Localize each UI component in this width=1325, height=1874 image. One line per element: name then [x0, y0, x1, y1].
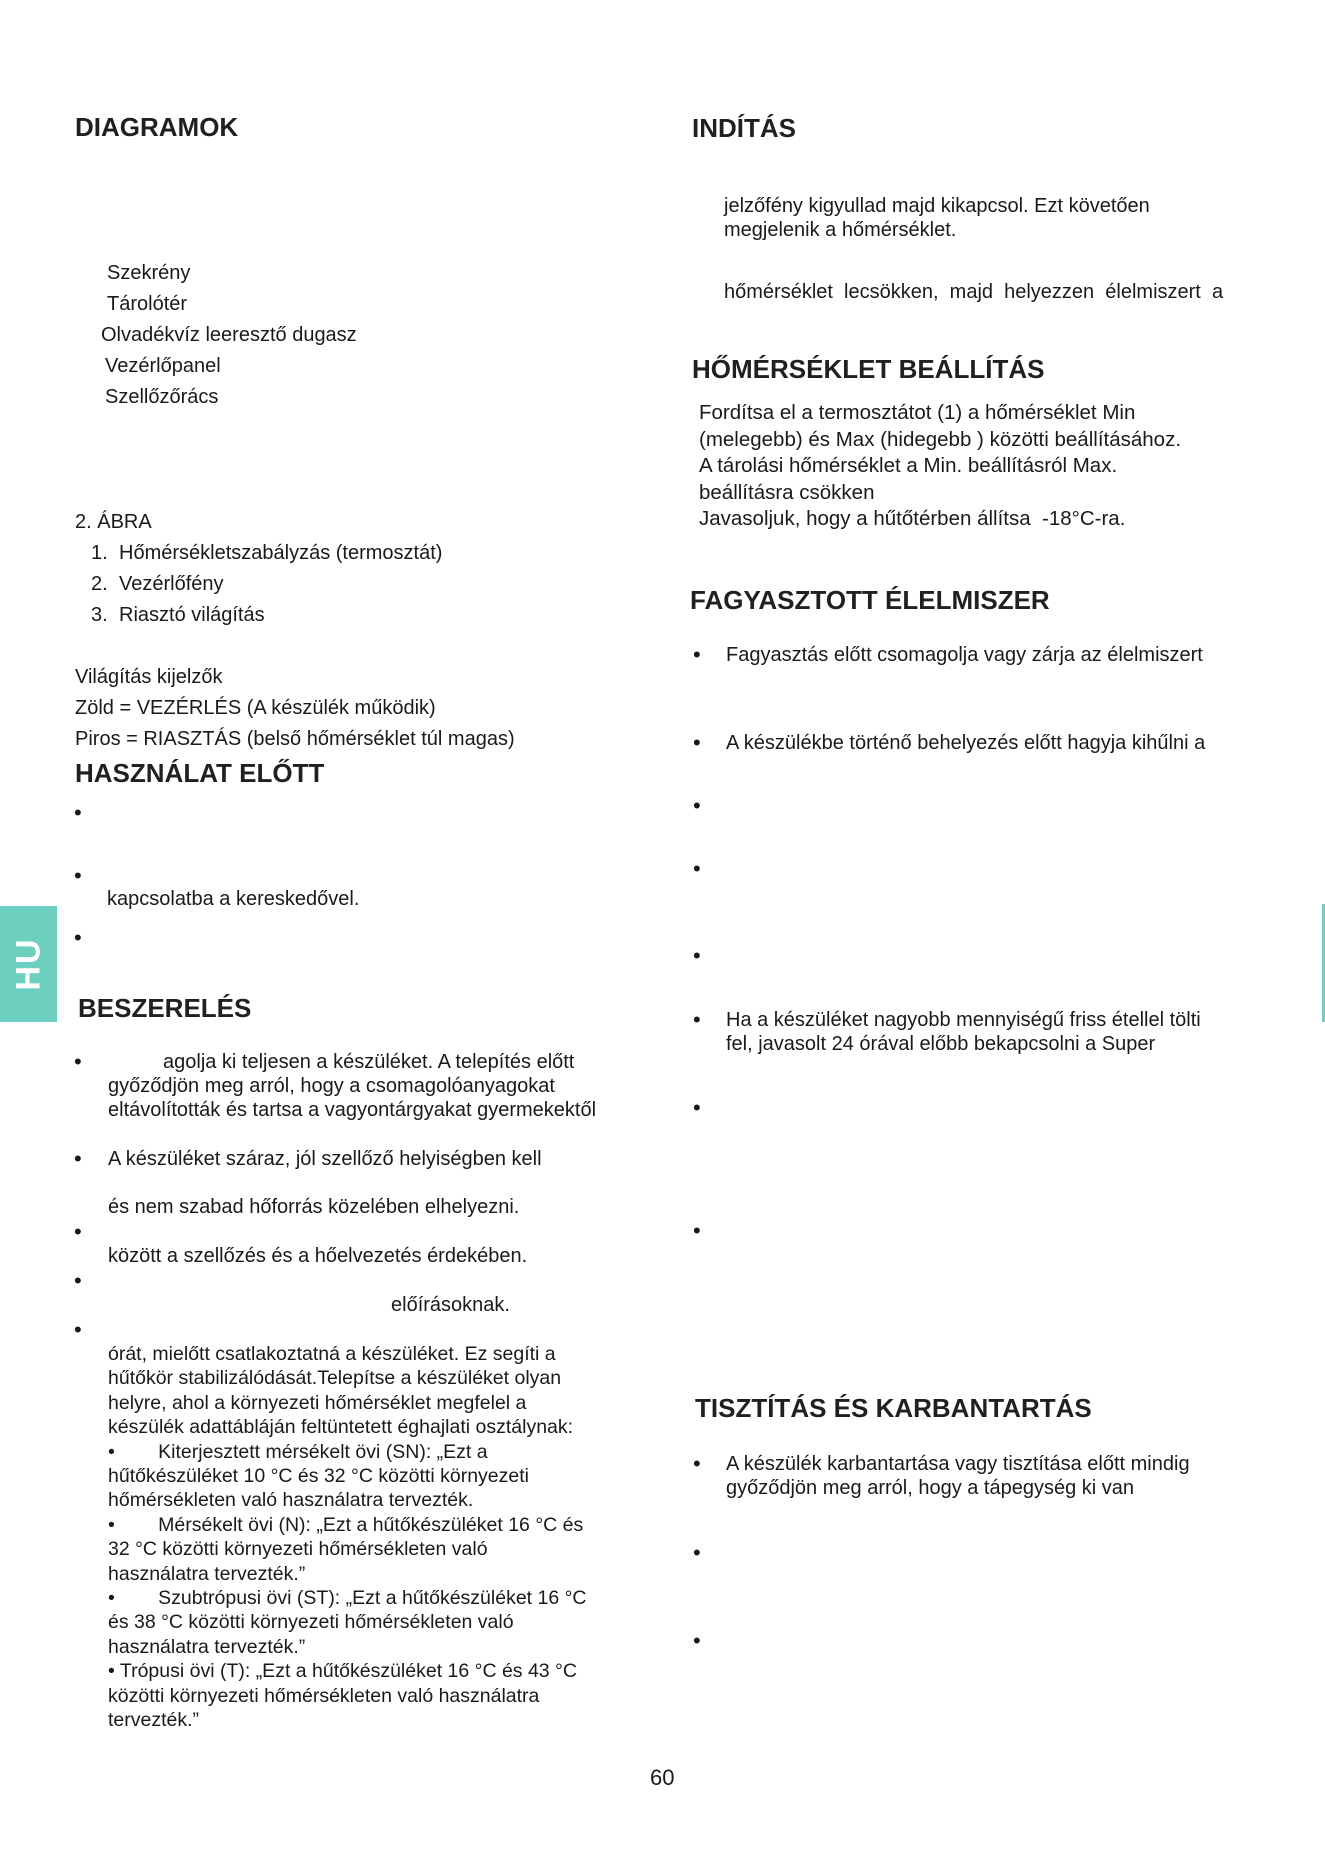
bullet: •	[693, 1540, 701, 1565]
homerseklet-line: (melegebb) és Max (hidegebb ) közötti beállításához.	[699, 427, 1182, 451]
beszereles-line: hűtőkör stabilizálódását.Telepítse a készüléket olyan	[108, 1367, 562, 1390]
tisztitas-line: A készülék karbantartása vagy tisztítása előtt mindig	[726, 1453, 1190, 1475]
beszereles-line: • Kiterjesztett mérsékelt övi (SN): „Ezt a	[108, 1440, 488, 1463]
inditas-line: jelzőfény kigyullad majd kikapcsol. Ezt követően	[724, 195, 1150, 217]
fagyasztott-line: Ha a készüléket nagyobb mennyiségű friss étellel tölti	[726, 1009, 1201, 1031]
page-number: 60	[650, 1765, 675, 1790]
light-red: Piros = RIASZTÁS (belső hőmérséklet túl magas)	[75, 728, 515, 750]
beszereles-line: és 38 °C közötti környezeti hőmérsékleten való	[108, 1611, 514, 1634]
figure-title: 2. ÁBRA	[75, 511, 152, 533]
bullet: •	[693, 730, 701, 755]
bullet: •	[74, 925, 82, 950]
part-item: Vezérlőpanel	[105, 355, 221, 377]
beszereles-line: • Mérsékelt övi (N): „Ezt a hűtőkészüléket 16 °C és	[108, 1513, 584, 1536]
homerseklet-line: beállításra csökken	[699, 480, 875, 504]
light-green: Zöld = VEZÉRLÉS (A készülék működik)	[75, 697, 436, 719]
beszereles-line: használatra tervezték.”	[108, 1562, 306, 1585]
beszereles-line: agolja ki teljesen a készüléket. A telepítés előtt	[163, 1051, 575, 1073]
beszereles-line: hőmérsékleten való használatra tervezték.	[108, 1489, 474, 1512]
bullet: •	[693, 1007, 701, 1032]
bullet: •	[693, 1218, 701, 1243]
heading-homerseklet: HŐMÉRSÉKLET BEÁLLÍTÁS	[692, 354, 1045, 384]
beszereles-line: készülék adattábláján feltüntetett éghajlati osztálynak:	[108, 1416, 574, 1439]
homerseklet-line: Fordítsa el a termosztátot (1) a hőmérséklet Min	[699, 401, 1136, 424]
bullet: •	[74, 1317, 82, 1342]
heading-inditas: INDÍTÁS	[692, 113, 796, 143]
beszereles-line: A készüléket száraz, jól szellőző helyiségben kell	[108, 1148, 542, 1170]
heading-beszereles: BESZERELÉS	[78, 993, 252, 1023]
figure-item-number: 3.	[91, 604, 108, 626]
bullet: •	[74, 800, 82, 825]
bullet: •	[693, 856, 701, 881]
bullet: •	[693, 793, 701, 818]
bullet: •	[74, 1219, 82, 1244]
figure-item: Riasztó világítás	[119, 604, 265, 626]
bullet: •	[693, 943, 701, 968]
beszereles-line: használatra tervezték.”	[108, 1635, 306, 1658]
beszereles-line: órát, mielőtt csatlakoztatná a készüléket. Ez segíti a	[108, 1343, 556, 1365]
homerseklet-block	[699, 400, 1181, 533]
beszereles-line: 32 °C közötti környezeti hőmérsékleten való	[108, 1538, 488, 1561]
lights-title: Világítás kijelzők	[75, 666, 223, 688]
bullet: •	[693, 1451, 701, 1476]
inditas-line: megjelenik a hőmérséklet.	[724, 219, 957, 241]
fagyasztott-line: fel, javasolt 24 órával előbb bekapcsolni a Super	[726, 1033, 1156, 1055]
homerseklet-line: A tárolási hőmérséklet a Min. beállításról Max.	[699, 454, 1118, 477]
heading-tisztitas: TISZTÍTÁS ÉS KARBANTARTÁS	[695, 1393, 1092, 1423]
bullet: •	[693, 642, 701, 667]
bullet: •	[74, 1049, 82, 1074]
language-tab-label: HU	[9, 937, 47, 991]
part-item: Olvadékvíz leeresztő dugasz	[101, 324, 357, 346]
heading-fagyasztott: FAGYASZTOTT ÉLELMISZER	[690, 585, 1050, 615]
fagyasztott-line: A készülékbe történő behelyezés előtt hagyja kihűlni a	[726, 732, 1206, 754]
part-item: Szekrény	[107, 262, 191, 284]
beszereles-line: eltávolították és tartsa a vagyontárgyakat gyermekektől	[108, 1099, 597, 1121]
bullet: •	[693, 1628, 701, 1653]
beszereles-line: győződjön meg arról, hogy a csomagolóanyagokat	[108, 1075, 555, 1097]
tisztitas-line: győződjön meg arról, hogy a tápegység ki van	[726, 1477, 1135, 1499]
bullet: •	[693, 1095, 701, 1120]
heading-hasznalat: HASZNÁLAT ELŐTT	[75, 758, 325, 788]
hasznalat-line: kapcsolatba a kereskedővel.	[107, 888, 360, 910]
bullet: •	[74, 1146, 82, 1171]
part-item: Tárolótér	[107, 293, 188, 315]
fagyasztott-line: Fagyasztás előtt csomagolja vagy zárja az élelmiszert	[726, 644, 1203, 666]
beszereles-line: között a szellőzés és a hőelvezetés érdekében.	[108, 1245, 528, 1267]
beszereles-line: és nem szabad hőforrás közelében elhelyezni.	[108, 1196, 520, 1218]
heading-diagramok: DIAGRAMOK	[75, 112, 239, 142]
beszereles-line: • Szubtrópusi övi (ST): „Ezt a hűtőkészüléket 16 °C	[108, 1587, 587, 1610]
beszereles-line: tervezték.”	[108, 1709, 200, 1732]
figure-item-number: 1.	[91, 542, 108, 564]
figure-item: Vezérlőfény	[119, 573, 224, 595]
beszereles-line: közötti környezeti hőmérsékleten való használatra	[108, 1684, 540, 1707]
beszereles-line: helyre, ahol a környezeti hőmérséklet megfelel a	[108, 1391, 527, 1414]
figure-item-number: 2.	[91, 573, 108, 595]
figure-item: Hőmérsékletszabályzás (termosztát)	[119, 542, 443, 564]
bullet: •	[74, 1268, 82, 1293]
inditas-line: hőmérséklet lecsökken, majd helyezzen élelmiszert a	[724, 281, 1224, 303]
bullet: •	[74, 863, 82, 888]
homerseklet-line: Javasoljuk, hogy a hűtőtérben állítsa -18°C-ra.	[699, 507, 1126, 530]
beszereles-line: előírásoknak.	[391, 1294, 510, 1316]
language-tab	[0, 906, 57, 1022]
part-item: Szellőzőrács	[105, 386, 219, 408]
climate-class-block	[108, 1342, 648, 1733]
beszereles-line: • Trópusi övi (T): „Ezt a hűtőkészüléket 16 °C és 43 °C	[108, 1660, 577, 1683]
beszereles-line: hűtőkészüléket 10 °C és 32 °C közötti környezeti	[108, 1465, 529, 1488]
